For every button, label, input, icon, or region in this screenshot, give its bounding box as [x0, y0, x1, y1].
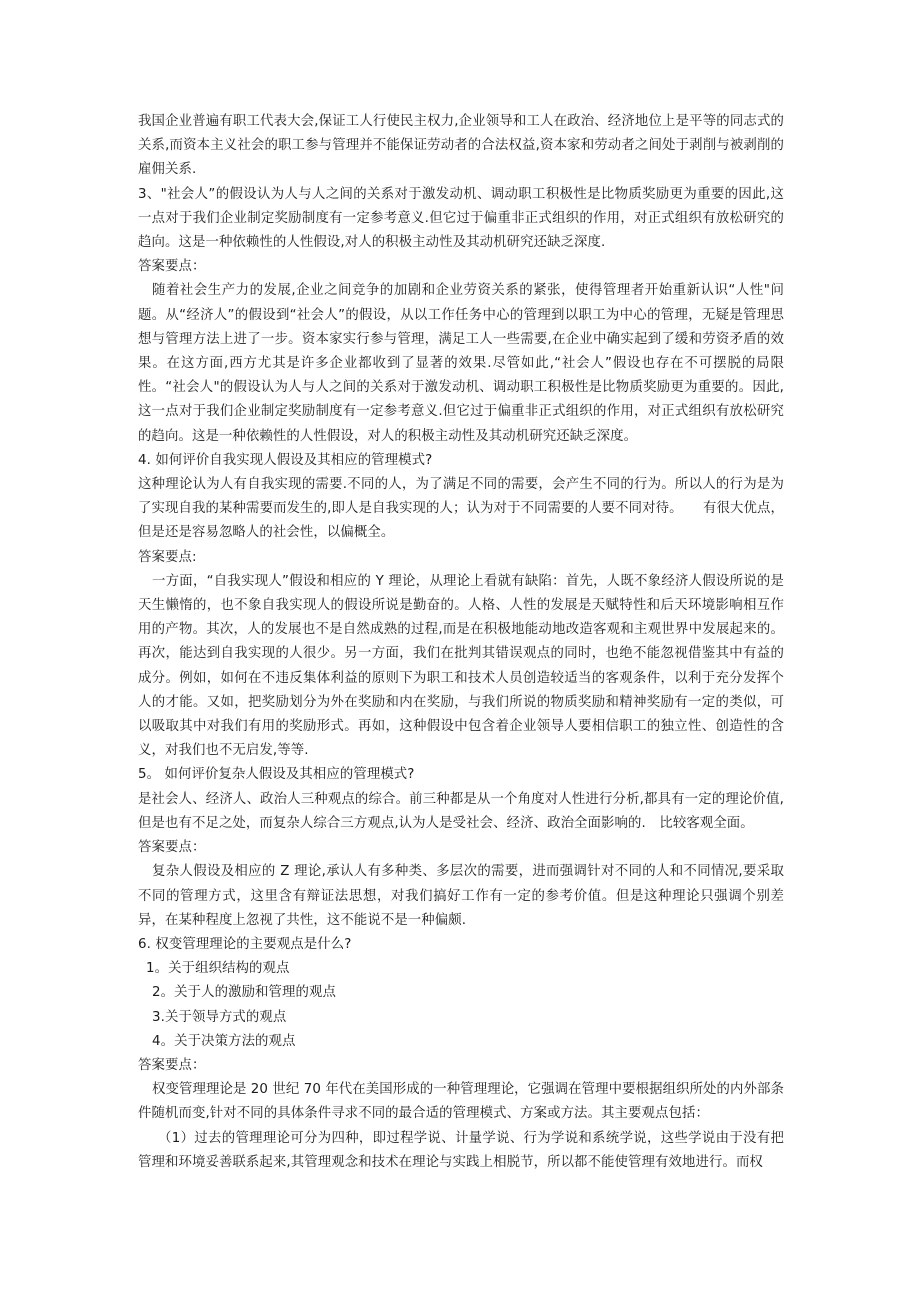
- paragraph: 我国企业普遍有职工代表大会,保证工人行使民主权力,企业领导和工人在政治、经济地位上是平等的同志式的关系,而资本主义社会的职工参与管理并不能保证劳动者的合法权益,资本家和劳动者之间处于剥削与被剥削的雇佣关系.: [138, 114, 784, 178]
- list-item: 1。关于组织结构的观点: [146, 961, 290, 977]
- paragraph: 复杂人假设及相应的 Z 理论,承认人有多种类、多层次的需要，进而强调针对不同的人和不同情况,要采取不同的管理方式，这里含有辩证法思想，对我们搞好工作有一定的参考价值。但是这种理论只强调个别差异，在某种程度上忽视了共性，这不能说不是一种偏颇.: [138, 864, 784, 928]
- answer-heading: 答案要点：: [138, 1057, 206, 1073]
- paragraph: 权变管理理论是 20 世纪 70 年代在美国形成的一种管理理论，它强调在管理中要根据组织所处的内外部条件随机而变,针对不同的具体条件寻求不同的最合适的管理模式、方案或方法。其主要观点包括：: [138, 1082, 784, 1122]
- paragraph: 3、"社会人”的假设认为人与人之间的关系对于激发动机、调动职工积极性是比物质奖励更为重要的因此,这一点对于我们企业制定奖励制度有一定参考意义.但它过于偏重非正式组织的作用，对正式组织有放松研究的趋向。这是一种依赖性的人性假设,对人的积极主动性及其动机研究还缺乏深度.: [138, 186, 784, 251]
- question-heading: 4. 如何评价自我实现人假设及其相应的管理模式?: [138, 452, 433, 468]
- answer-heading: 答案要点:: [138, 549, 197, 565]
- paragraph: 这种理论认为人有自我实现的需要.不同的人，为了满足不同的需要，会产生不同的行为。所以人的行为是为了实现自我的某种需要而发生的,即人是自我实现的人；认为对于不同需要的人要不同对待。 有很大优点，但是还是容易忽略人的社会性，以偏概全。: [138, 477, 784, 541]
- list-item: 4。关于决策方法的观点: [152, 1033, 296, 1049]
- paragraph: 随着社会生产力的发展,企业之间竞争的加剧和企业劳资关系的紧张，使得管理者开始重新认识“人性"问题。从“经济人”的假设到“社会人”的假设，从以工作任务中心的管理到以职工为中心的管理，无疑是管理思想与管理方法上进了一步。资本家实行参与管理，满足工人一些需要,在企业中确实起到了缓和劳资矛盾的效果。在这方面,西方尤其是许多企业都收到了显著的效果.尽管如此,“社会人”假设也存在不可摆脱的局限性。“社会人"的假设认为人与人之间的关系对于激发动机、调动职工积极性是比物质奖励更为重要的。因此,这一点对于我们企业制定奖励制度有一定参考意义.但它过于偏重非正式组织的作用，对正式组织有放松研究的趋向。这是一种依赖性的人性假设，对人的积极主动性及其动机研究还缺乏深度。: [138, 283, 784, 444]
- paragraph: 一方面，“自我实现人”假设和相应的 Y 理论，从理论上看就有缺陷：首先，人既不象经济人假设所说的是天生懒惰的，也不象自我实现人的假设所说是勤奋的。人格、人性的发展是天赋特性和后天环境影响相互作用的产物。其次，人的发展也不是自然成熟的过程,而是在积极地能动地改造客观和主观世界中发展起来的。再次，能达到自我实现的人很少。另一方面，我们在批判其错误观点的同时，也绝不能忽视借鉴其中有益的成分。例如，如何在不违反集体利益的原则下为职工和技术人员创造较适当的客观条件，以利于充分发挥个人的才能。又如，把奖励划分为外在奖励和内在奖励，与我们所说的物质奖励和精神奖励有一定的类似，可以吸取其中对我们有用的奖励形式。再如，这种假设中包含着企业领导人要相信职工的独立性、创造性的含义，对我们也不无启发,等等.: [138, 573, 784, 759]
- paragraph: （1）过去的管理理论可分为四种，即过程学说、计量学说、行为学说和系统学说，这些学说由于没有把管理和环境妥善联系起来,其管理观念和技术在理论与实践上相脱节，所以都不能使管理有效地进行。而权: [138, 1130, 784, 1170]
- answer-heading: 答案要点：: [138, 840, 206, 856]
- question-heading: 6. 权变管理理论的主要观点是什么?: [138, 936, 352, 952]
- list-item: 2。关于人的激励和管理的观点: [152, 985, 336, 1001]
- list-item: 3.关于领导方式的观点: [152, 1009, 287, 1025]
- answer-heading: 答案要点：: [138, 259, 206, 275]
- question-heading: 5。 如何评价复杂人假设及其相应的管理模式?: [138, 767, 415, 783]
- paragraph: 是社会人、经济人、政治人三种观点的综合。前三种都是从一个角度对人性进行分析,都具有一定的理论价值,但是也有不足之处，而复杂人综合三方观点,认为人是受社会、经济、政治全面影响的. 比较客观全面。: [138, 791, 784, 831]
